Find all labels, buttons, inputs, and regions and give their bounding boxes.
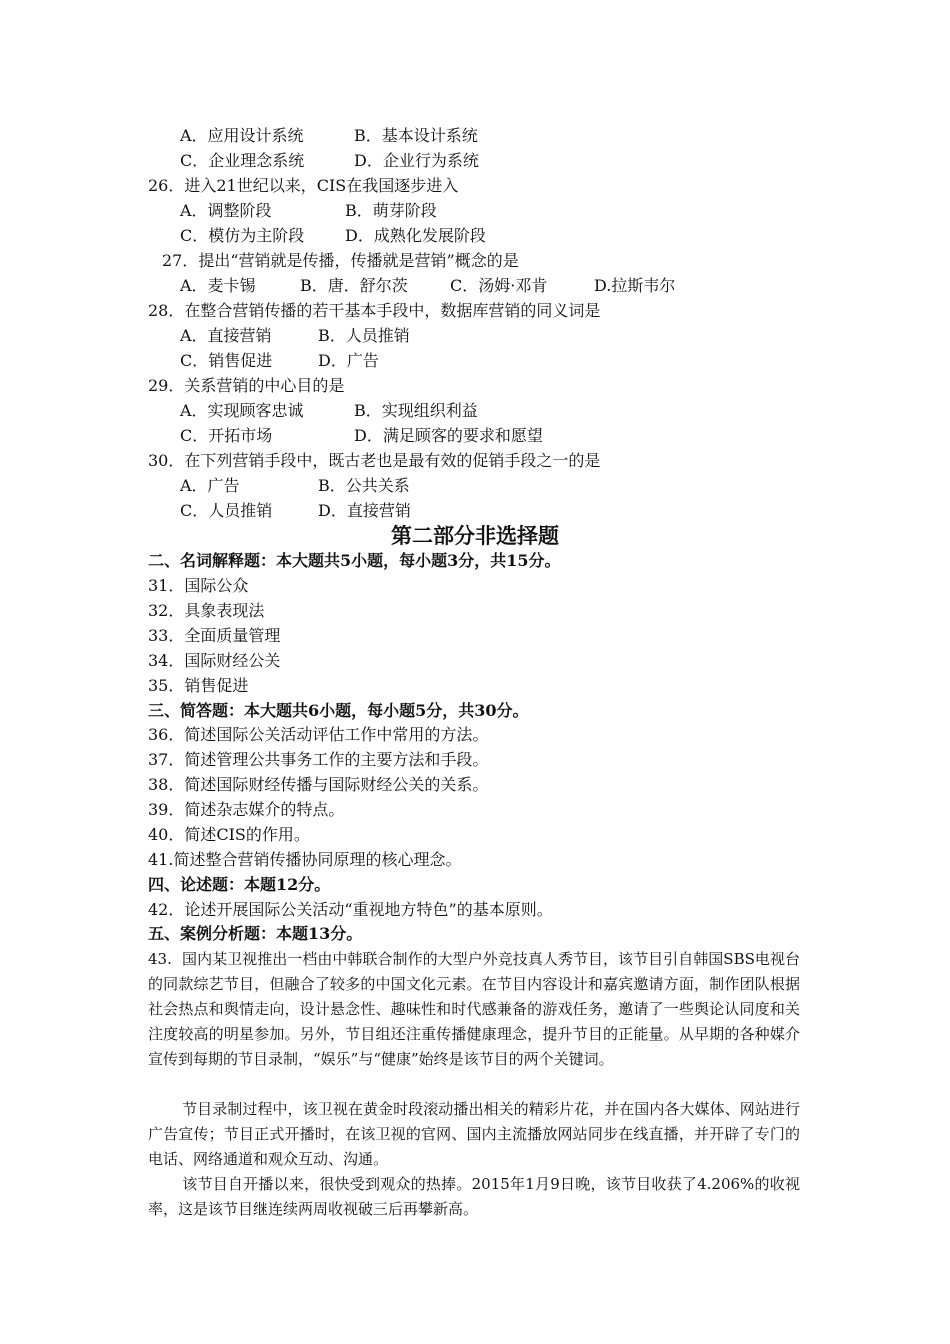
q29-stem: 29．关系营销的中心目的是 bbox=[148, 376, 345, 395]
section-5-heading: 五、案例分析题：本题13分。 bbox=[148, 924, 363, 943]
q28-option-c: C．销售促进 bbox=[180, 351, 273, 370]
question-40: 40．简述CIS的作用。 bbox=[148, 825, 310, 844]
question-35: 35．销售促进 bbox=[148, 676, 249, 695]
q25-option-b: B．基本设计系统 bbox=[354, 126, 478, 145]
case-paragraph-1 bbox=[148, 947, 800, 1072]
question-43-number: 43. bbox=[148, 950, 172, 968]
q25-options-row-2 bbox=[180, 149, 479, 173]
section-3-heading: 三、简答题：本大题共6小题，每小题5分，共30分。 bbox=[148, 701, 529, 720]
q28-options-row-2 bbox=[180, 349, 379, 373]
question-36: 36．简述国际公关活动评估工作中常用的方法。 bbox=[148, 725, 489, 744]
q28-options-row-1 bbox=[180, 324, 410, 348]
q30-stem: 30．在下列营销手段中，既古老也是最有效的促销手段之一的是 bbox=[148, 451, 601, 470]
question-42: 42．论述开展国际公关活动“重视地方特色”的基本原则。 bbox=[148, 900, 553, 919]
case-paragraph-2 bbox=[148, 1097, 800, 1172]
part-two-title: 第二部分非选择题 bbox=[391, 524, 559, 548]
q29-options-row-2 bbox=[180, 424, 543, 448]
q26-option-a: A．调整阶段 bbox=[180, 201, 272, 220]
q30-options-row-1 bbox=[180, 474, 410, 498]
question-41: 41.简述整合营销传播协同原理的核心理念。 bbox=[148, 850, 462, 869]
q26-option-c: C．模仿为主阶段 bbox=[180, 226, 305, 245]
case-paragraph-1-text: 国内某卫视推出一档由中韩联合制作的大型户外竞技真人秀节目，该节目引自韩国SBS电视台的同款综艺节目，但融合了较多的中国文化元素。在节目内容设计和嘉宾邀请方面，制作团队根据社会热点和舆情走向，设计悬念性、趣味性和时代感兼备的游戏任务，邀请了一些舆论认同度和关注度较高的明星参加。另外，节目组还注重传播健康理念，提升节目的正能量。从早期的各种媒介宣传到每期的节目录制，“娱乐”与“健康”始终是该节目的两个关键词。 bbox=[148, 950, 800, 1068]
q30-option-a: A．广告 bbox=[180, 476, 240, 495]
q30-options-row-2 bbox=[180, 499, 411, 523]
q29-option-c: C．开拓市场 bbox=[180, 426, 273, 445]
question-38: 38．简述国际财经传播与国际财经公关的关系。 bbox=[148, 775, 489, 794]
q27-option-a: A．麦卡锡 bbox=[180, 276, 256, 295]
q28-option-b: B．人员推销 bbox=[318, 326, 410, 345]
q26-options-row-2 bbox=[180, 224, 486, 248]
q28-option-a: A．直接营销 bbox=[180, 326, 272, 345]
q30-option-d: D．直接营销 bbox=[318, 501, 411, 520]
q30-option-b: B．公共关系 bbox=[318, 476, 410, 495]
q26-option-d: D．成熟化发展阶段 bbox=[345, 226, 486, 245]
q27-option-d: D.拉斯韦尔 bbox=[594, 276, 676, 295]
section-2-heading: 二、名词解释题：本大题共5小题，每小题3分，共15分。 bbox=[148, 551, 561, 570]
question-34: 34．国际财经公关 bbox=[148, 651, 281, 670]
q29-options-row-1 bbox=[180, 399, 478, 423]
q27-stem: 27．提出“营销就是传播，传播就是营销”概念的是 bbox=[162, 251, 519, 270]
question-37: 37．简述管理公共事务工作的主要方法和手段。 bbox=[148, 750, 489, 769]
case-paragraph-3-text: 该节目自开播以来，很快受到观众的热捧。2015年1月9日晚，该节目收获了4.206%的收视率，这是该节目继连续两周收视破三后再攀新高。 bbox=[148, 1175, 800, 1218]
q25-options-row-1 bbox=[180, 124, 478, 148]
q27-options-row bbox=[180, 274, 675, 298]
q26-options-row-1 bbox=[180, 199, 437, 223]
q26-stem: 26．进入21世纪以来，CIS在我国逐步进入 bbox=[148, 176, 459, 195]
q25-option-d: D．企业行为系统 bbox=[354, 151, 479, 170]
q29-option-b: B．实现组织利益 bbox=[354, 401, 478, 420]
question-31: 31．国际公众 bbox=[148, 576, 249, 595]
q28-stem: 28．在整合营销传播的若干基本手段中，数据库营销的同义词是 bbox=[148, 301, 601, 320]
q27-option-c: C．汤姆·邓肯 bbox=[450, 276, 548, 295]
question-32: 32．具象表现法 bbox=[148, 601, 265, 620]
question-33: 33．全面质量管理 bbox=[148, 626, 281, 645]
case-paragraph-3 bbox=[148, 1172, 800, 1222]
q26-option-b: B．萌芽阶段 bbox=[345, 201, 437, 220]
case-paragraph-2-text: 节目录制过程中，该卫视在黄金时段滚动播出相关的精彩片花，并在国内各大媒体、网站进行广告宣传；节目正式开播时，在该卫视的官网、国内主流播放网站同步在线直播，并开辟了专门的电话、网络通道和观众互动、沟通。 bbox=[148, 1100, 800, 1168]
q28-option-d: D．广告 bbox=[318, 351, 379, 370]
q25-option-c: C．企业理念系统 bbox=[180, 151, 305, 170]
q25-option-a: A．应用设计系统 bbox=[180, 126, 304, 145]
section-4-heading: 四、论述题：本题12分。 bbox=[148, 875, 331, 894]
question-39: 39．简述杂志媒介的特点。 bbox=[148, 800, 345, 819]
q29-option-a: A．实现顾客忠诚 bbox=[180, 401, 304, 420]
q29-option-d: D．满足顾客的要求和愿望 bbox=[354, 426, 543, 445]
q30-option-c: C．人员推销 bbox=[180, 501, 273, 520]
q27-option-b: B．唐．舒尔茨 bbox=[300, 276, 408, 295]
